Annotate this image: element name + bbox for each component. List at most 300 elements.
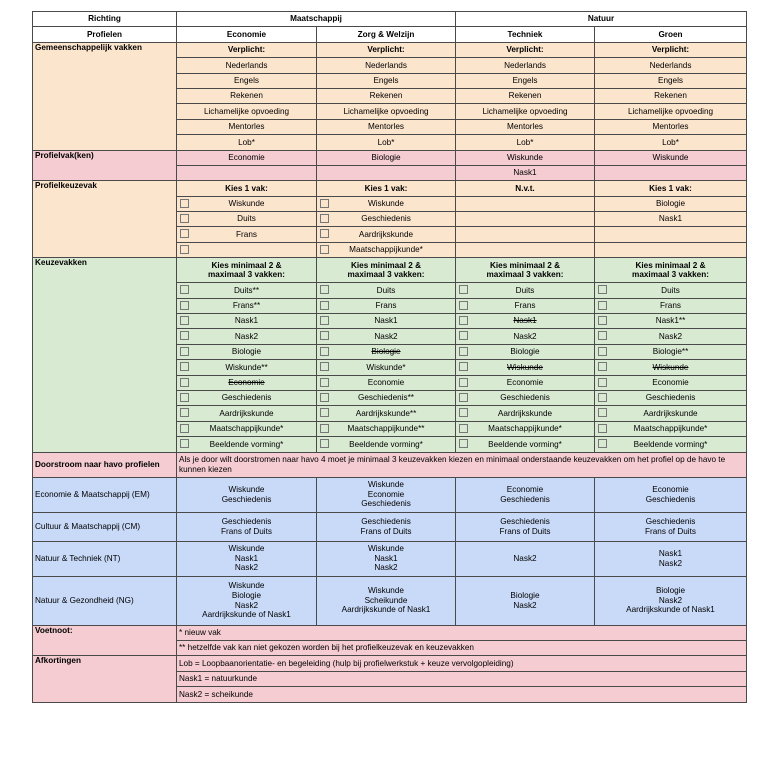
havo-profile-label: Natuur & Techniek (NT) — [33, 541, 177, 576]
afkortingen-label: Afkortingen — [33, 656, 177, 702]
keuzevak-techniek — [456, 421, 595, 436]
profielkeuzevak-header: Kies 1 vak: — [177, 181, 317, 196]
keuzevakken-header — [317, 258, 456, 283]
subject-label: Nask1 — [513, 316, 537, 326]
profielvak-cell — [317, 165, 456, 180]
keuzevak-techniek — [456, 283, 595, 298]
keuzevakken-label: Keuzevakken — [33, 258, 177, 452]
subject-label: Nask1** — [655, 316, 686, 326]
profielvak-cell: Wiskunde — [456, 150, 595, 165]
keuzevak-zorg — [317, 283, 456, 298]
keuzevak-economie — [177, 314, 317, 329]
profielkeuzevak-option — [177, 242, 317, 257]
requirement-line: Nask1 — [234, 553, 259, 563]
havo-profile-row — [33, 576, 747, 625]
profielkeuzevak-option — [456, 242, 595, 257]
gemeenschappelijk-subject: Engels — [317, 73, 456, 88]
checkbox[interactable] — [459, 362, 468, 371]
keuzevak-zorg — [317, 360, 456, 375]
havo-requirement-cell — [456, 512, 595, 541]
verplicht-header: Verplicht: — [456, 42, 595, 57]
requirement-line: Nask2 — [513, 553, 537, 563]
profielvak-label: Profielvak(ken) — [33, 150, 177, 181]
keuzevak-zorg — [317, 329, 456, 344]
requirement-line: Geschiedenis — [221, 516, 272, 526]
gemeenschappelijk-subject: Lichamelijke opvoeding — [456, 104, 595, 119]
gemeenschappelijk-subject: Engels — [595, 73, 747, 88]
gemeenschappelijk-subject: Lob* — [456, 135, 595, 150]
keuzevak-economie — [177, 375, 317, 390]
profielkeuzevak-option — [456, 196, 595, 211]
checkbox[interactable] — [320, 393, 329, 402]
keuzevak-groen — [595, 283, 747, 298]
havo-requirement-cell — [317, 576, 456, 625]
keuzevak-techniek — [456, 298, 595, 313]
checkbox[interactable] — [598, 285, 607, 294]
gemeenschappelijk-subject: Engels — [177, 73, 317, 88]
requirement-line: Nask2 — [374, 563, 398, 573]
requirement-line: Wiskunde — [368, 586, 404, 596]
profile-economie: Economie — [177, 27, 317, 42]
subject-label: Geschiedenis** — [358, 393, 414, 403]
checkbox[interactable] — [459, 378, 468, 387]
keuzevakken-header — [595, 258, 747, 283]
subject-label: Wiskunde — [228, 199, 265, 209]
keuzevak-groen — [595, 390, 747, 405]
keuzevak-groen — [595, 360, 747, 375]
requirement-line: Nask2 — [513, 600, 537, 610]
gemeenschappelijk-subject: Nederlands — [177, 58, 317, 73]
subject-label: Economie — [652, 377, 689, 387]
profielvak-cell: Biologie — [317, 150, 456, 165]
subject-label: Duits — [515, 285, 535, 295]
subject-label: Maatschappijkunde* — [488, 424, 562, 434]
subject-label: Geschiedenis — [361, 214, 411, 224]
subject-label: Wiskunde — [368, 199, 404, 209]
profielkeuzevak-option — [595, 242, 747, 257]
subject-label: Aardrijkskunde** — [355, 408, 417, 418]
checkbox[interactable] — [598, 408, 607, 417]
requirement-line: Frans of Duits — [499, 526, 551, 536]
requirement-line: Economie — [652, 484, 689, 494]
keuzevak-groen — [595, 314, 747, 329]
havo-profile-row — [33, 477, 747, 512]
afkortingen-line: Nask2 = scheikunde — [177, 687, 747, 702]
checkbox[interactable] — [180, 408, 189, 417]
havo-requirement-cell — [177, 477, 317, 512]
subject-label: Beeldende vorming* — [633, 439, 708, 449]
natuur-header: Natuur — [456, 12, 747, 27]
havo-requirement-cell — [595, 576, 747, 625]
checkbox[interactable] — [459, 408, 468, 417]
keuzevak-zorg — [317, 437, 456, 452]
checkbox[interactable] — [459, 393, 468, 402]
checkbox[interactable] — [320, 316, 329, 325]
gemeenschappelijk-subject: Mentorles — [595, 119, 747, 134]
havo-requirement-cell — [595, 477, 747, 512]
havo-requirement-cell — [456, 576, 595, 625]
gemeenschappelijk-subject: Lichamelijke opvoeding — [177, 104, 317, 119]
checkbox[interactable] — [459, 331, 468, 340]
havo-requirement-cell — [595, 512, 747, 541]
profielvak-cell: Economie — [177, 150, 317, 165]
keuzevak-groen — [595, 298, 747, 313]
keuzevak-zorg — [317, 314, 456, 329]
keuzevak-techniek — [456, 329, 595, 344]
keuzevak-zorg — [317, 344, 456, 359]
gemeenschappelijk-label: Gemeenschappelijk vakken — [33, 42, 177, 150]
subject-label: Geschiedenis — [500, 393, 550, 403]
subject-label: Nask1 — [374, 316, 398, 326]
subject-label: Frans — [375, 301, 397, 311]
profielkeuzevak-option — [177, 227, 317, 242]
subject-label: Aardrijkskunde — [358, 229, 414, 239]
checkbox[interactable] — [180, 301, 189, 310]
verplicht-header: Verplicht: — [595, 42, 747, 57]
keuzevak-techniek — [456, 375, 595, 390]
gemeenschappelijk-subject: Rekenen — [177, 88, 317, 103]
gemeenschappelijk-subject: Lob* — [595, 135, 747, 150]
checkbox[interactable] — [598, 347, 607, 356]
checkbox[interactable] — [320, 229, 329, 238]
requirement-line: Biologie — [231, 590, 262, 600]
keuzevak-zorg — [317, 390, 456, 405]
subject-label: Maatschappijkunde* — [209, 424, 284, 434]
havo-profile-label: Economie & Maatschappij (EM) — [33, 477, 177, 512]
requirement-line: Geschiedenis — [645, 516, 696, 526]
gemeenschappelijk-subject: Nederlands — [456, 58, 595, 73]
checkbox[interactable] — [320, 331, 329, 340]
requirement-line: Wiskunde — [368, 544, 404, 554]
checkbox[interactable] — [180, 378, 189, 387]
profielkeuzevak-option — [456, 227, 595, 242]
profile-overview-table — [32, 11, 747, 703]
requirement-line: Nask2 — [234, 563, 259, 573]
profielkeuzevak-option — [317, 227, 456, 242]
keuzevak-groen — [595, 421, 747, 436]
keuzevak-groen — [595, 437, 747, 452]
requirement-line: Geschiedenis — [645, 494, 696, 504]
gemeenschappelijk-subject: Mentorles — [456, 119, 595, 134]
gemeenschappelijk-subject: Engels — [456, 73, 595, 88]
keuzevakken-header-line1: Kies minimaal 2 & — [635, 260, 706, 270]
gemeenschappelijk-subject: Lob* — [177, 135, 317, 150]
requirement-line: Nask2 — [658, 595, 683, 605]
profile-groen: Groen — [595, 27, 747, 42]
keuzevakken-header-line2: maximaal 3 vakken: — [486, 270, 564, 280]
keuzevak-economie — [177, 421, 317, 436]
gemeenschappelijk-subject: Mentorles — [177, 119, 317, 134]
keuzevakken-header-line1: Kies minimaal 2 & — [350, 260, 422, 270]
profielvak-row — [33, 150, 747, 165]
subject-label: Nask2 — [513, 331, 537, 341]
subject-label: Wiskunde — [652, 362, 689, 372]
checkbox[interactable] — [180, 424, 189, 433]
subject-label: Biologie — [231, 347, 262, 357]
subject-label: Beeldende vorming* — [349, 439, 423, 449]
gemeenschappelijk-subject: Rekenen — [317, 88, 456, 103]
requirement-line: Biologie — [510, 590, 540, 600]
subject-label: Duits — [376, 285, 396, 295]
requirement-line: Economie — [367, 489, 405, 499]
gemeenschappelijk-subject: Nederlands — [595, 58, 747, 73]
keuzevak-zorg — [317, 298, 456, 313]
checkbox[interactable] — [320, 408, 329, 417]
requirement-line: Aardrijkskunde of Nask1 — [202, 610, 291, 620]
subject-label: Beeldende vorming* — [209, 439, 284, 449]
checkbox[interactable] — [180, 245, 189, 254]
subject-label: Economie — [228, 377, 265, 387]
keuzevak-groen — [595, 344, 747, 359]
checkbox[interactable] — [320, 362, 329, 371]
subject-label: Frans** — [232, 301, 261, 311]
checkbox[interactable] — [598, 439, 607, 448]
keuzevakken-header-line2: maximaal 3 vakken: — [347, 270, 425, 280]
keuzevakken-row — [33, 258, 747, 283]
havo-requirement-cell — [595, 541, 747, 576]
subject-label: Aardrijkskunde — [219, 408, 274, 418]
subject-label: Geschiedenis — [645, 393, 696, 403]
requirement-line: Economie — [506, 484, 544, 494]
subject-label: Wiskunde** — [225, 362, 268, 372]
header-row-profielen — [33, 27, 747, 42]
profielkeuzevak-option: Biologie — [595, 196, 747, 211]
requirement-line: Wiskunde — [228, 484, 265, 494]
requirement-line: Geschiedenis — [221, 494, 272, 504]
keuzevak-zorg — [317, 375, 456, 390]
keuzevakken-header — [177, 258, 317, 283]
subject-label: Aardrijkskunde — [643, 408, 698, 418]
keuzevakken-header-line2: maximaal 3 vakken: — [632, 270, 709, 280]
checkbox[interactable] — [180, 316, 189, 325]
checkbox[interactable] — [180, 214, 189, 223]
requirement-line: Wiskunde — [228, 581, 265, 591]
requirement-line: Scheikunde — [364, 595, 408, 605]
keuzevak-economie — [177, 360, 317, 375]
checkbox[interactable] — [459, 424, 468, 433]
havo-requirement-cell — [456, 477, 595, 512]
checkbox[interactable] — [320, 301, 329, 310]
subject-label: Wiskunde — [507, 362, 543, 372]
keuzevak-economie — [177, 390, 317, 405]
havo-profile-row — [33, 541, 747, 576]
profielkeuzevak-option — [177, 196, 317, 211]
profielkeuzevak-option — [456, 212, 595, 227]
subject-label: Economie — [367, 377, 405, 387]
keuzevak-techniek — [456, 314, 595, 329]
havo-requirement-cell — [177, 541, 317, 576]
richting-label: Richting — [33, 12, 177, 27]
profile-zorg-welzijn: Zorg & Welzijn — [317, 27, 456, 42]
afkortingen-row — [33, 656, 747, 671]
keuzevak-economie — [177, 437, 317, 452]
profielkeuzevak-option — [317, 196, 456, 211]
checkbox[interactable] — [320, 199, 329, 208]
requirement-line: Geschiedenis — [500, 516, 550, 526]
profielkeuzevak-option — [595, 227, 747, 242]
verplicht-header: Verplicht: — [317, 42, 456, 57]
profile-techniek: Techniek — [456, 27, 595, 42]
checkbox[interactable] — [180, 229, 189, 238]
subject-label: Economie — [506, 377, 544, 387]
checkbox[interactable] — [459, 301, 468, 310]
requirement-line: Frans of Duits — [360, 526, 412, 536]
checkbox[interactable] — [320, 378, 329, 387]
checkbox[interactable] — [598, 331, 607, 340]
havo-profile-label: Cultuur & Maatschappij (CM) — [33, 512, 177, 541]
checkbox[interactable] — [459, 439, 468, 448]
havo-requirement-cell — [177, 576, 317, 625]
requirement-line: Nask1 — [374, 553, 398, 563]
subject-label: Biologie** — [652, 347, 689, 357]
profielkeuzevak-header: N.v.t. — [456, 181, 595, 196]
requirement-line: Nask2 — [234, 600, 259, 610]
subject-label: Nask2 — [374, 331, 398, 341]
keuzevakken-header-line1: Kies minimaal 2 & — [211, 260, 282, 270]
verplicht-header: Verplicht: — [177, 42, 317, 57]
keuzevak-techniek — [456, 360, 595, 375]
checkbox[interactable] — [320, 214, 329, 223]
checkbox[interactable] — [320, 439, 329, 448]
subject-label: Aardrijkskunde — [497, 408, 553, 418]
keuzevakken-header — [456, 258, 595, 283]
profielkeuzevak-option — [177, 212, 317, 227]
profielkeuzevak-option — [317, 212, 456, 227]
requirement-line: Aardrijkskunde of Nask1 — [626, 605, 715, 615]
keuzevak-economie — [177, 329, 317, 344]
requirement-line: Geschiedenis — [361, 499, 411, 509]
keuzevak-economie — [177, 298, 317, 313]
subject-label: Duits** — [233, 285, 260, 295]
havo-profile-row — [33, 512, 747, 541]
requirement-line: Frans of Duits — [221, 526, 272, 536]
subject-label: Wiskunde* — [366, 362, 406, 372]
profielvak-cell — [177, 165, 317, 180]
profielkeuzevak-header: Kies 1 vak: — [595, 181, 747, 196]
checkbox[interactable] — [459, 316, 468, 325]
havo-requirement-cell — [177, 512, 317, 541]
subject-label: Biologie — [371, 347, 401, 357]
requirement-line: Aardrijkskunde of Nask1 — [341, 605, 431, 615]
keuzevak-economie — [177, 344, 317, 359]
profielkeuzevak-header: Kies 1 vak: — [317, 181, 456, 196]
checkbox[interactable] — [598, 362, 607, 371]
keuzevak-techniek — [456, 344, 595, 359]
havo-requirement-cell — [317, 477, 456, 512]
requirement-line: Biologie — [655, 586, 686, 596]
checkbox[interactable] — [598, 316, 607, 325]
gemeenschappelijk-subject: Lob* — [317, 135, 456, 150]
gemeenschappelijk-subject: Mentorles — [317, 119, 456, 134]
checkbox[interactable] — [598, 301, 607, 310]
keuzevak-economie — [177, 283, 317, 298]
checkbox[interactable] — [180, 393, 189, 402]
checkbox[interactable] — [180, 331, 189, 340]
maatschappij-header: Maatschappij — [177, 12, 456, 27]
checkbox[interactable] — [459, 285, 468, 294]
gemeenschappelijk-subject: Rekenen — [595, 88, 747, 103]
subject-label: Nask2 — [658, 331, 683, 341]
checkbox[interactable] — [180, 285, 189, 294]
profielvak-cell — [595, 165, 747, 180]
subject-label: Maatschappijkunde* — [349, 245, 423, 255]
subject-label: Beeldende vorming* — [488, 439, 562, 449]
voetnoot-label: Voetnoot: — [33, 625, 177, 656]
gemeenschappelijk-row — [33, 42, 747, 57]
keuzevak-groen — [595, 329, 747, 344]
checkbox[interactable] — [598, 393, 607, 402]
voetnoot-line: ** hetzelfde vak kan niet gekozen worden bij het profielkeuzevak en keuzevakken — [177, 640, 747, 655]
keuzevak-techniek — [456, 437, 595, 452]
profielvak-cell: Wiskunde — [595, 150, 747, 165]
checkbox[interactable] — [598, 424, 607, 433]
afkortingen-line: Nask1 = natuurkunde — [177, 671, 747, 686]
checkbox[interactable] — [180, 199, 189, 208]
keuzevakken-header-line2: maximaal 3 vakken: — [208, 270, 285, 280]
gemeenschappelijk-subject: Rekenen — [456, 88, 595, 103]
profielkeuzevak-label: Profielkeuzevak — [33, 181, 177, 258]
profielen-label: Profielen — [33, 27, 177, 42]
gemeenschappelijk-subject: Lichamelijke opvoeding — [317, 104, 456, 119]
profielkeuzevak-option: Nask1 — [595, 212, 747, 227]
header-row-richting — [33, 12, 747, 27]
subject-label: Frans — [660, 301, 681, 311]
havo-requirement-cell — [456, 541, 595, 576]
checkbox[interactable] — [180, 347, 189, 356]
subject-label: Maatschappijkunde* — [633, 424, 708, 434]
requirement-line: Wiskunde — [368, 480, 404, 490]
keuzevak-zorg — [317, 406, 456, 421]
requirement-line: Nask2 — [658, 558, 683, 568]
keuzevak-groen — [595, 406, 747, 421]
havo-requirement-cell — [317, 512, 456, 541]
subject-label: Nask2 — [234, 331, 259, 341]
keuzevak-zorg — [317, 421, 456, 436]
subject-label: Duits — [237, 214, 256, 224]
keuzevak-groen — [595, 375, 747, 390]
keuzevak-economie — [177, 406, 317, 421]
checkbox[interactable] — [598, 378, 607, 387]
subject-label: Geschiedenis — [221, 393, 272, 403]
checkbox[interactable] — [320, 424, 329, 433]
gemeenschappelijk-subject: Lichamelijke opvoeding — [595, 104, 747, 119]
checkbox[interactable] — [320, 245, 329, 254]
subject-label: Nask1 — [234, 316, 259, 326]
subject-label: Frans — [236, 229, 257, 239]
requirement-line: Frans of Duits — [645, 526, 696, 536]
gemeenschappelijk-subject: Nederlands — [317, 58, 456, 73]
checkbox[interactable] — [320, 347, 329, 356]
keuzevak-techniek — [456, 390, 595, 405]
havo-profile-label: Natuur & Gezondheid (NG) — [33, 576, 177, 625]
requirement-line: Nask1 — [658, 548, 683, 558]
checkbox[interactable] — [180, 439, 189, 448]
subject-label: Maatschappijkunde** — [347, 424, 425, 434]
havo-requirement-cell — [317, 541, 456, 576]
voetnoot-line: * nieuw vak — [177, 625, 747, 640]
subject-label: Duits — [661, 285, 680, 295]
checkbox[interactable] — [320, 285, 329, 294]
profielkeuzevak-row — [33, 181, 747, 196]
profielkeuzevak-option — [317, 242, 456, 257]
checkbox[interactable] — [459, 347, 468, 356]
checkbox[interactable] — [180, 362, 189, 371]
table-body — [33, 12, 747, 703]
afkortingen-line: Lob = Loopbaanorientatie- en begeleiding (hulp bij profielwerkstuk + keuze vervolgopleiding) — [177, 656, 747, 671]
voetnoot-row — [33, 625, 747, 640]
subject-label: Biologie — [510, 347, 540, 357]
doorstroom-text: Als je door wilt doorstromen naar havo 4 moet je minimaal 3 keuzevakken kiezen en minimaal onderstaande keuzevakken om het profiel op de havo te kunnen kiezen — [177, 452, 747, 477]
